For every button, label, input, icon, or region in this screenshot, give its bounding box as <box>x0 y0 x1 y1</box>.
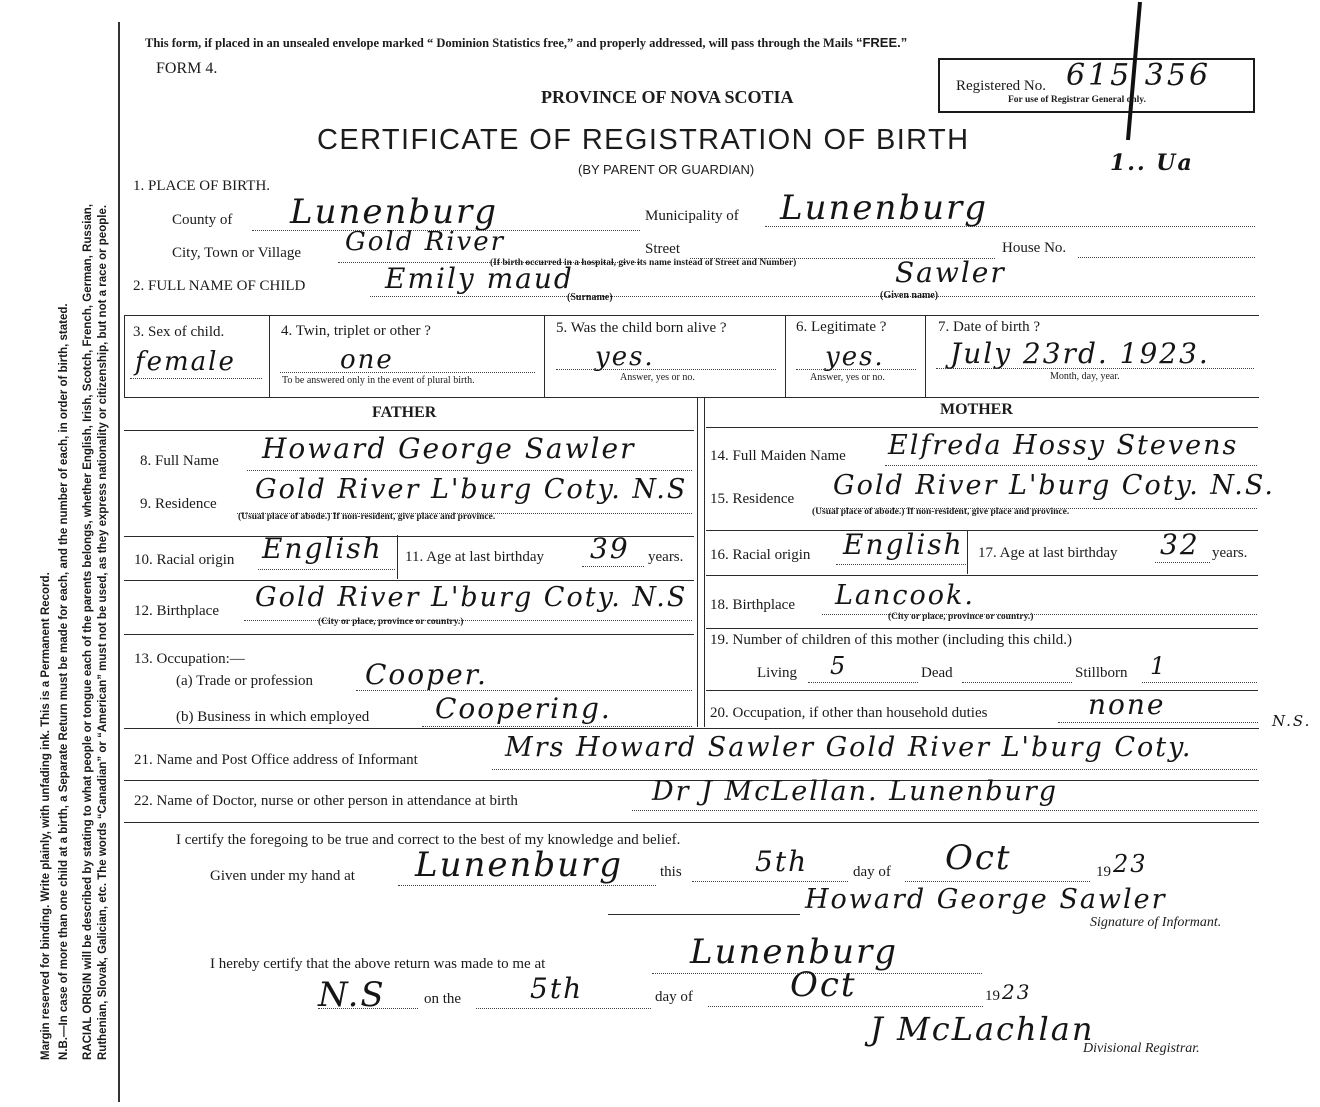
father-age-value: 39 <box>590 532 630 565</box>
doctor-value: Dr J McLellan. Lunenburg <box>652 776 1059 807</box>
father-birthplace-line <box>244 620 692 621</box>
dob-value: July 23rd. 1923. <box>950 337 1210 370</box>
dead-label: Dead <box>921 665 953 681</box>
registered-number: 615 356 <box>1066 58 1212 93</box>
mother-birthplace-label: 18. Birthplace <box>710 597 795 613</box>
box-left-border <box>124 315 125 397</box>
on-the-label: on the <box>424 991 462 1007</box>
certificate-title: CERTIFICATE OF REGISTRATION OF BIRTH <box>317 124 970 156</box>
doctor-rule <box>124 822 1259 823</box>
informant-line <box>492 769 1257 770</box>
registrar-day-of-label: day of <box>655 989 693 1005</box>
mother-residence-note: (Usual place of abode.) If non-resident, give place and province. <box>812 507 1070 517</box>
registrar-statement: I hereby certify that the above return was made to me at <box>210 956 546 972</box>
given-name-caption: (Given name) <box>880 290 939 301</box>
dob-label: 7. Date of birth ? <box>938 319 1041 335</box>
box-divider-3 <box>785 315 786 397</box>
this-day-value: 5th <box>755 845 809 878</box>
father-birthplace-value: Gold River L'burg Coty. N.S <box>255 582 688 613</box>
box-divider-1 <box>269 315 270 397</box>
mother-race-label: 16. Racial origin <box>710 547 811 563</box>
father-years-label: years. <box>648 549 684 565</box>
certificate-subtitle: (BY PARENT OR GUARDIAN) <box>578 162 755 177</box>
registrar-month-value: Oct <box>790 965 857 1005</box>
children-count-label: 19. Number of children of this mother (including this child.) <box>710 632 1073 648</box>
mother-age-label: 17. Age at last birthday <box>978 545 1118 561</box>
mother-years-label: years. <box>1212 545 1248 561</box>
legitimate-note: Answer, yes or no. <box>810 372 885 383</box>
mailing-notice-text: This form, if placed in an unsealed envelope marked “ Dominion Statistics free,” and properly addressed, will pass through the Mails <box>145 36 853 50</box>
given-under-label: Given under my hand at <box>210 868 355 884</box>
registrar-month-line <box>708 1006 983 1007</box>
mother-name-label: 14. Full Maiden Name <box>710 448 846 464</box>
mother-name-line <box>885 465 1257 466</box>
signature-caption: Signature of Informant. <box>1090 915 1222 930</box>
mother-occupation-value: none <box>1088 688 1166 721</box>
father-birthplace-note: (City or place, province or country.) <box>318 617 464 627</box>
alive-line <box>556 369 776 370</box>
margin-note-3: RACIAL ORIGIN will be described by stating to what people or tongue each of the parents belongs, whether English, Irish, Scotch, French, German, Russian, <box>82 203 94 1060</box>
mother-race-line <box>836 564 966 565</box>
child-surname: Sawler <box>895 256 1006 289</box>
alive-value: yes. <box>595 342 655 372</box>
informant-value: Mrs Howard Sawler Gold River L'burg Coty. <box>505 732 1193 763</box>
trade-label: (a) Trade or profession <box>176 673 314 689</box>
alive-label: 5. Was the child born alive ? <box>556 320 727 336</box>
informant-signature: Howard George Sawler <box>805 884 1167 915</box>
city-value: Gold River <box>345 227 506 257</box>
mother-race-value: English <box>843 528 964 561</box>
given-place-line <box>398 885 656 886</box>
binding-margin-line <box>118 22 120 1102</box>
municipality-label: Municipality of <box>645 208 739 224</box>
living-line <box>808 682 918 683</box>
house-line <box>1078 257 1255 258</box>
informant-label: 21. Name and Post Office address of Informant <box>134 752 418 768</box>
father-race-divider <box>397 535 398 579</box>
corner-mark: 1.. Ua <box>1110 150 1194 176</box>
father-row-rule-2 <box>124 580 694 581</box>
certify-statement: I certify the foregoing to be true and correct to the best of my knowledge and belief. <box>176 832 681 848</box>
mother-occupation-line <box>1058 722 1258 723</box>
registration-stroke <box>1110 0 1150 150</box>
registrar-day-value: 5th <box>530 972 584 1005</box>
mother-head-rule <box>706 427 1258 428</box>
father-residence-label: 9. Residence <box>140 496 217 512</box>
father-row-rule-3 <box>124 634 694 635</box>
father-race-value: English <box>262 532 383 565</box>
legitimate-label: 6. Legitimate ? <box>796 319 887 335</box>
stillborn-label: Stillborn <box>1075 665 1128 681</box>
city-label: City, Town or Village <box>172 245 302 261</box>
hospital-note: (If birth occurred in a hospital, give its name instead of Street and Number) <box>490 258 797 268</box>
county-value: Lunenburg <box>290 192 499 232</box>
dob-line <box>936 368 1254 369</box>
father-race-line <box>258 569 395 570</box>
mother-age-line <box>1155 562 1210 563</box>
mother-row-rule-1 <box>706 530 1258 531</box>
stillborn-line <box>1142 682 1257 683</box>
doctor-line <box>632 810 1257 811</box>
doctor-label: 22. Name of Doctor, nurse or other person in attendance at birth <box>134 793 518 809</box>
free-label: “FREE.” <box>855 35 908 50</box>
business-line <box>422 726 692 727</box>
province-heading: PROVINCE OF NOVA SCOTIA <box>541 87 794 107</box>
father-head-rule <box>124 430 694 431</box>
business-label: (b) Business in which employed <box>176 709 370 725</box>
this-day-line <box>692 881 848 882</box>
mother-name-value: Elfreda Hossy Stevens <box>888 430 1239 461</box>
mother-row-rule-4 <box>706 690 1258 691</box>
year-value: 23 <box>1113 850 1148 878</box>
business-value: Coopering. <box>435 692 612 725</box>
mother-age-value: 32 <box>1160 528 1200 561</box>
registrar-province-value: N.S <box>318 975 386 1015</box>
registered-label: Registered No. <box>956 78 1046 94</box>
twin-value: one <box>340 345 394 375</box>
twin-line <box>280 372 535 373</box>
informant-value-extra: N.S. <box>1272 712 1312 730</box>
mother-occupation-label: 20. Occupation, if other than household duties <box>710 705 988 721</box>
form-number: FORM 4. <box>156 60 218 77</box>
box-divider-4 <box>925 315 926 397</box>
month-line <box>905 881 1090 882</box>
father-name-value: Howard George Sawler <box>262 432 636 465</box>
county-label: County of <box>172 212 233 228</box>
sex-line <box>130 378 262 379</box>
surname-caption: (Surname) <box>567 292 613 303</box>
father-residence-value: Gold River L'burg Coty. N.S <box>255 474 688 505</box>
municipality-value: Lunenburg <box>780 188 989 228</box>
registrar-caption: Divisional Registrar. <box>1083 1041 1200 1056</box>
father-row-rule-1 <box>124 536 694 537</box>
signature-line-left <box>608 914 800 915</box>
place-of-birth-heading: 1. PLACE OF BIRTH. <box>133 178 271 194</box>
row-bottom-border <box>124 397 1259 398</box>
this-label: this <box>660 864 682 880</box>
father-name-line <box>247 470 692 471</box>
father-birthplace-label: 12. Birthplace <box>134 603 219 619</box>
parents-bottom-rule <box>124 728 1259 729</box>
father-age-label: 11. Age at last birthday <box>405 549 544 565</box>
sex-label: 3. Sex of child. <box>133 324 225 340</box>
year-prefix: 19 <box>1096 864 1111 880</box>
living-value: 5 <box>830 652 848 680</box>
month-value: Oct <box>945 838 1012 878</box>
child-given-names: Emily maud <box>385 262 574 295</box>
trade-value: Cooper. <box>365 658 488 691</box>
twin-label: 4. Twin, triplet or other ? <box>281 323 431 339</box>
margin-note-4: Ruthenian, Slovak, Galician, etc. The words “Canadian” or “American” must not be used, as they express nationality or citizenship, but not a race or people. <box>97 204 109 1060</box>
registrar-province-line <box>318 1008 418 1009</box>
mailing-notice <box>145 35 907 51</box>
mother-residence-label: 15. Residence <box>710 491 795 507</box>
mother-race-divider <box>967 530 968 574</box>
registrar-year-prefix: 19 <box>985 988 1000 1004</box>
legitimate-line <box>796 369 916 370</box>
mother-heading: MOTHER <box>940 401 1013 418</box>
margin-note-1: Margin reserved for binding. Write plainly, with unfading ink. This is a Permanent Record. <box>40 572 52 1060</box>
child-name-label: 2. FULL NAME OF CHILD <box>133 278 306 294</box>
father-heading: FATHER <box>372 404 437 421</box>
street-label: Street <box>645 241 680 257</box>
parents-divider-inner <box>704 397 705 727</box>
row-top-border <box>124 315 1259 316</box>
father-name-label: 8. Full Name <box>140 453 219 469</box>
box-divider-2 <box>544 315 545 397</box>
child-name-line <box>370 296 1255 297</box>
mother-birthplace-note: (City or place, province or country.) <box>888 612 1034 622</box>
house-label: House No. <box>1002 240 1067 256</box>
stillborn-value: 1 <box>1150 652 1168 680</box>
registrar-year-value: 23 <box>1002 980 1032 1004</box>
father-age-line <box>582 566 644 567</box>
occupation-label: 13. Occupation:— <box>134 651 245 667</box>
twin-note: To be answered only in the event of plural birth. <box>282 375 475 386</box>
dead-line <box>962 682 1072 683</box>
registrar-signature: J McLachlan <box>870 1010 1095 1048</box>
father-race-label: 10. Racial origin <box>134 552 235 568</box>
father-residence-note: (Usual place of abode.) If non-resident, give place and province. <box>238 512 496 522</box>
living-label: Living <box>757 665 797 681</box>
sex-value: female <box>135 347 236 377</box>
day-of-label: day of <box>853 864 891 880</box>
registrar-day-line <box>476 1008 651 1009</box>
mother-row-rule-3 <box>706 628 1258 629</box>
margin-note-2: N.B.—In case of more than one child at a birth, a Separate Return must be made for each, and the number of each, in order of birth, stated. <box>58 303 70 1060</box>
legitimate-value: yes. <box>825 342 885 372</box>
mother-birthplace-value: Lancook. <box>835 580 975 611</box>
alive-note: Answer, yes or no. <box>620 372 695 383</box>
mother-row-rule-2 <box>706 575 1258 576</box>
registrar-use-note: For use of Registrar General only. <box>1008 95 1146 105</box>
registrar-place-value: Lunenburg <box>690 932 899 972</box>
mother-residence-value: Gold River L'burg Coty. N.S. <box>833 470 1276 501</box>
parents-divider <box>697 397 698 727</box>
dob-note: Month, day, year. <box>1050 371 1120 382</box>
given-place-value: Lunenburg <box>415 845 624 885</box>
